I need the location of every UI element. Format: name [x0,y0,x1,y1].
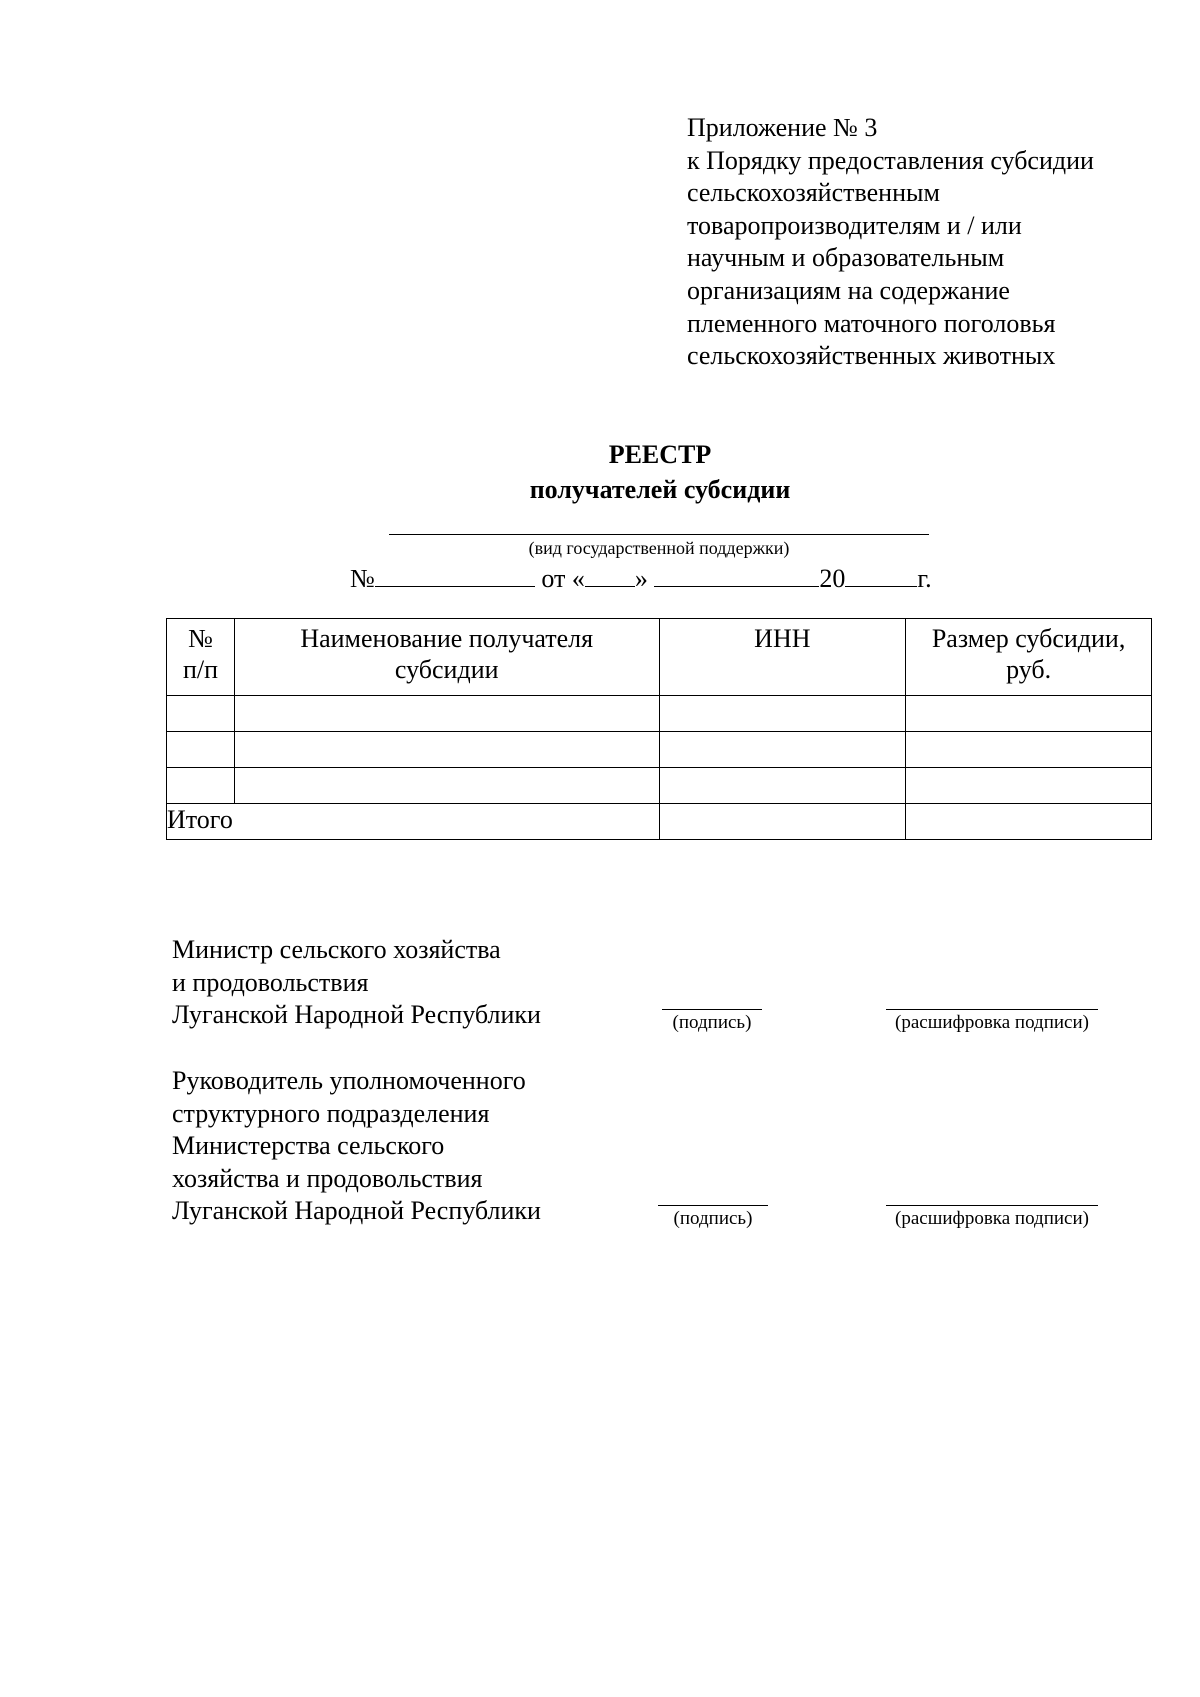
department-head-signature-field[interactable] [658,1205,768,1206]
appendix-line: к Порядку предоставления субсидии [687,145,1094,175]
header-number-line1: № [188,624,213,653]
table-cell[interactable] [906,696,1152,732]
document-title: РЕЕСТР [608,440,712,469]
appendix-line: Приложение № 3 [687,113,878,142]
minister-signature-field[interactable] [662,1009,762,1010]
year-field[interactable] [845,564,917,587]
number-field[interactable] [375,564,535,587]
appendix-line: сельскохозяйственным [687,178,940,208]
signatory-title-line: Луганской Народной Республики [172,1000,541,1029]
signatory-title-line: и продовольствия [172,967,369,997]
appendix-header [687,112,1094,373]
table-cell[interactable] [234,768,659,804]
total-label: Итого [167,804,660,840]
header-number [167,619,235,696]
appendix-line: племенного маточного поголовья [687,308,1056,338]
department-head-signature-caption: (подпись) [673,1208,753,1229]
signatory-title-line: хозяйства и продовольствия [172,1163,483,1193]
signatory-title-line: структурного подразделения [172,1098,490,1128]
support-kind-caption: (вид государственной поддержки) [528,538,790,558]
header-recipient-name [234,619,659,696]
appendix-line: товаропроизводителям и / или [687,210,1022,240]
day-field[interactable] [585,564,635,587]
table-cell[interactable] [167,696,235,732]
appendix-line: сельскохозяйственных животных [687,341,1056,371]
table-cell[interactable] [234,696,659,732]
appendix-line: научным и образовательным [687,243,1005,273]
minister-signature-block [172,934,541,1032]
from-label: от « [541,564,585,593]
year-suffix: г. [917,564,932,593]
table-row [167,696,1152,732]
department-head-decode-field[interactable] [886,1205,1098,1206]
header-inn-label: ИНН [754,624,811,653]
signatory-title-line: Министерства сельского [172,1131,445,1160]
table-cell[interactable] [167,732,235,768]
table-row [167,768,1152,804]
appendix-line: организациям на содержание [687,275,1010,305]
header-number-line2: п/п [182,655,218,684]
registry-table [166,618,1152,840]
total-amount-cell[interactable] [906,804,1152,840]
minister-decode-caption: (расшифровка подписи) [895,1012,1089,1033]
header-amount [906,619,1152,696]
month-field[interactable] [654,564,819,587]
table-cell[interactable] [167,768,235,804]
header-inn [659,619,906,696]
support-kind-field[interactable] [389,534,929,535]
close-quote: » [634,564,648,593]
year-prefix: 20 [819,564,846,593]
minister-signature-caption: (подпись) [672,1012,752,1033]
table-header-row [167,619,1152,696]
department-head-signature-block [172,1065,541,1228]
header-name-line2: субсидии [394,655,499,684]
table-cell[interactable] [906,768,1152,804]
signatory-title-line: Министр сельского хозяйства [172,935,501,964]
table-cell[interactable] [659,732,906,768]
table-row [167,732,1152,768]
header-amount-line1: Размер субсидии, [931,624,1126,653]
document-subtitle: получателей субсидии [529,475,791,504]
number-sign: № [350,564,375,593]
signatory-title-line: Луганской Народной Республики [172,1196,541,1225]
minister-decode-field[interactable] [886,1009,1098,1010]
header-amount-line2: руб. [1006,655,1052,684]
header-name-line1: Наименование получателя [300,624,594,653]
table-total-row [167,804,1152,840]
number-date-line [350,564,932,594]
table-cell[interactable] [906,732,1152,768]
department-head-decode-caption: (расшифровка подписи) [895,1208,1089,1229]
signatory-title-line: Руководитель уполномоченного [172,1066,526,1095]
table-cell[interactable] [659,768,906,804]
total-inn-cell[interactable] [659,804,906,840]
table-cell[interactable] [659,696,906,732]
table-cell[interactable] [234,732,659,768]
